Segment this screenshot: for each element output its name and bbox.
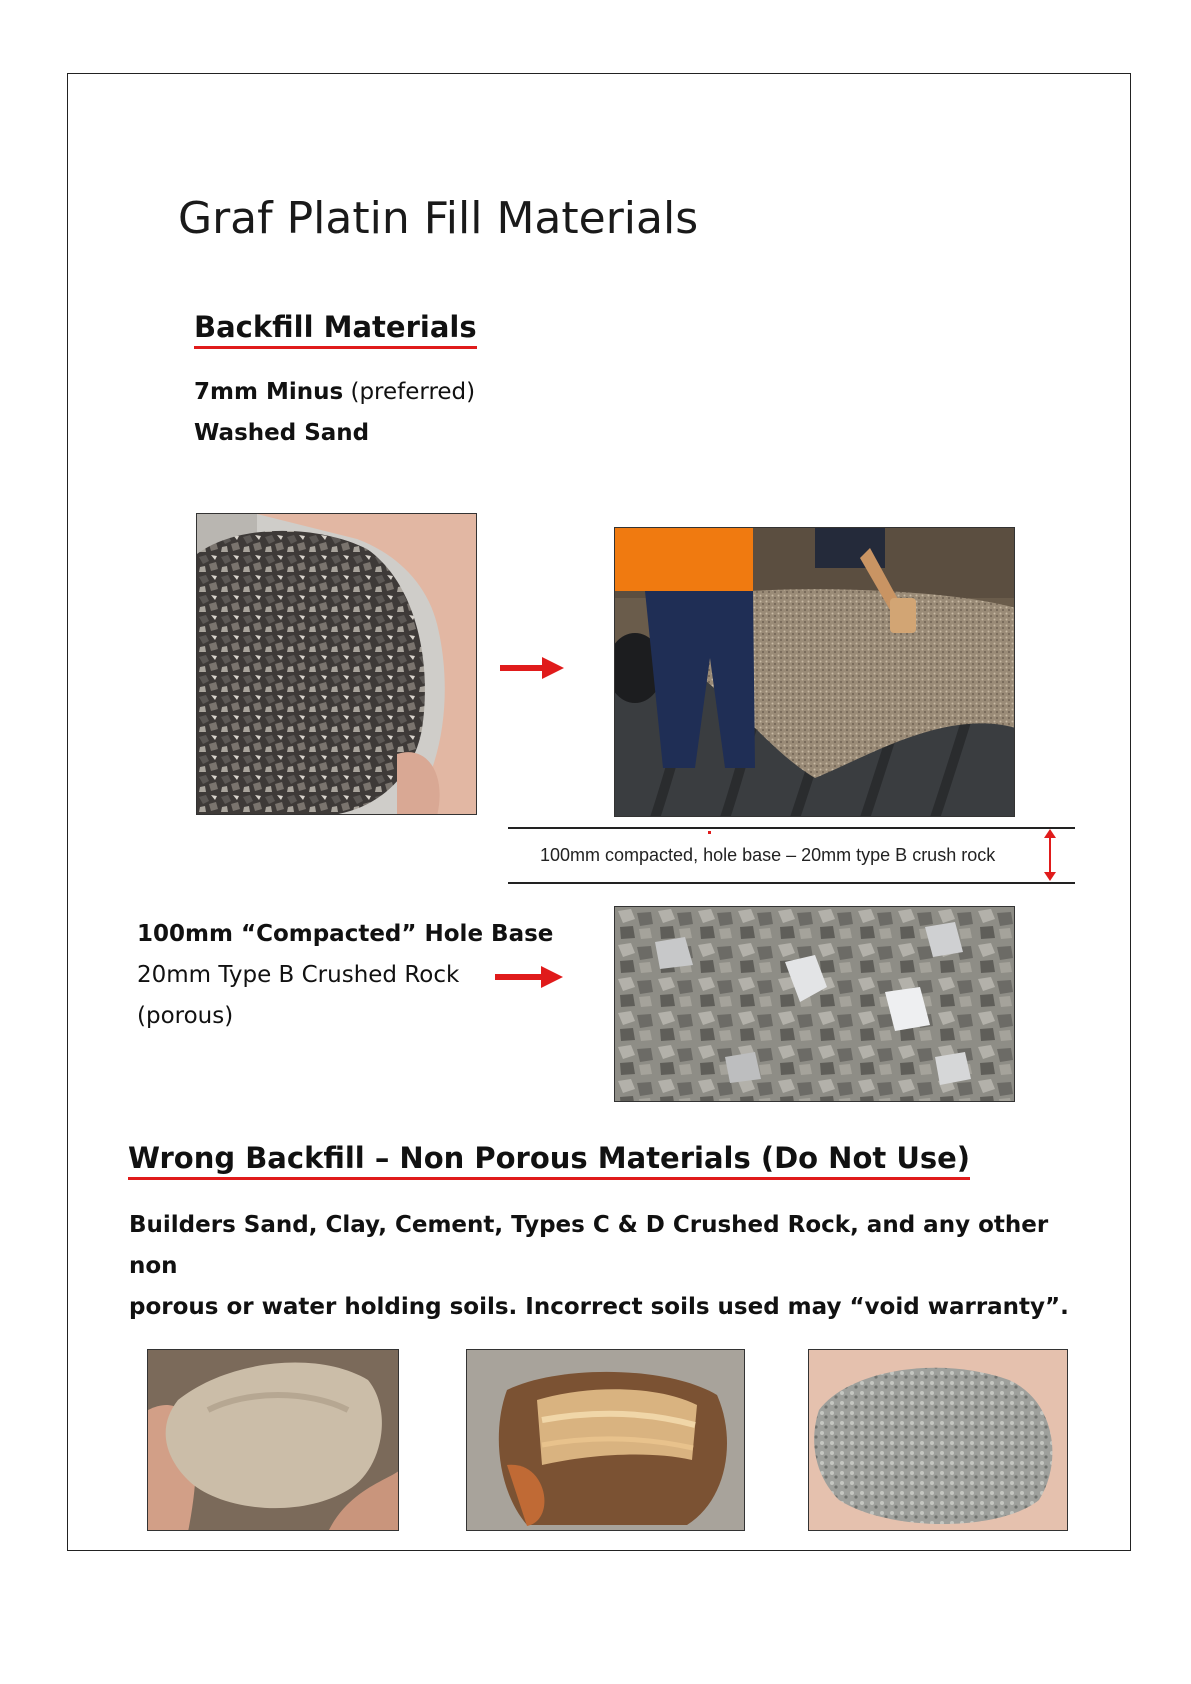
caption-top-rule: [508, 827, 1075, 829]
heading-underline: [194, 346, 477, 349]
wrong-backfill-description: [129, 1205, 1089, 1328]
crushed-rock-photo: [614, 906, 1015, 1102]
backfill-heading: [194, 310, 477, 344]
page-title: Graf Platin Fill Materials: [178, 193, 699, 244]
wrong-backfill-line-2: porous or water holding soils. Incorrect soils used may “void warranty”.: [129, 1294, 1069, 1320]
backfill-heading-text: Backfill Materials: [194, 310, 477, 344]
gravel-in-hand-photo: [196, 513, 477, 815]
hole-base-material: 20mm Type B Crushed Rock: [137, 962, 460, 988]
wrong-backfill-heading-text: Wrong Backfill – Non Porous Materials (Do Not Use): [128, 1141, 971, 1175]
heading-underline: [128, 1177, 970, 1180]
backfill-item-washed-sand: Washed Sand: [194, 420, 370, 446]
builders-sand-lump-photo: [147, 1349, 399, 1531]
cement-lump-photo: [808, 1349, 1068, 1531]
hole-base-heading: 100mm “Compacted” Hole Base: [137, 921, 554, 947]
wrong-backfill-heading: [128, 1141, 970, 1175]
double-arrow-vertical-icon: [1042, 829, 1058, 881]
hole-base-note: (porous): [137, 1003, 234, 1029]
item-note: (preferred): [350, 379, 476, 405]
backfill-item-7mm: [194, 379, 475, 405]
caption-bottom-rule: [508, 882, 1075, 884]
clay-lump-photo: [466, 1349, 745, 1531]
base-caption: 100mm compacted, hole base – 20mm type B crush rock: [540, 845, 996, 865]
backfilling-tank-photo: [614, 527, 1015, 817]
red-dot-mark: [708, 831, 711, 834]
item-label: 7mm Minus: [194, 379, 344, 405]
arrow-right-icon: [495, 964, 565, 990]
arrow-right-icon: [500, 655, 566, 681]
wrong-backfill-line-1: Builders Sand, Clay, Cement, Types C & D Crushed Rock, and any other non: [129, 1212, 1049, 1279]
